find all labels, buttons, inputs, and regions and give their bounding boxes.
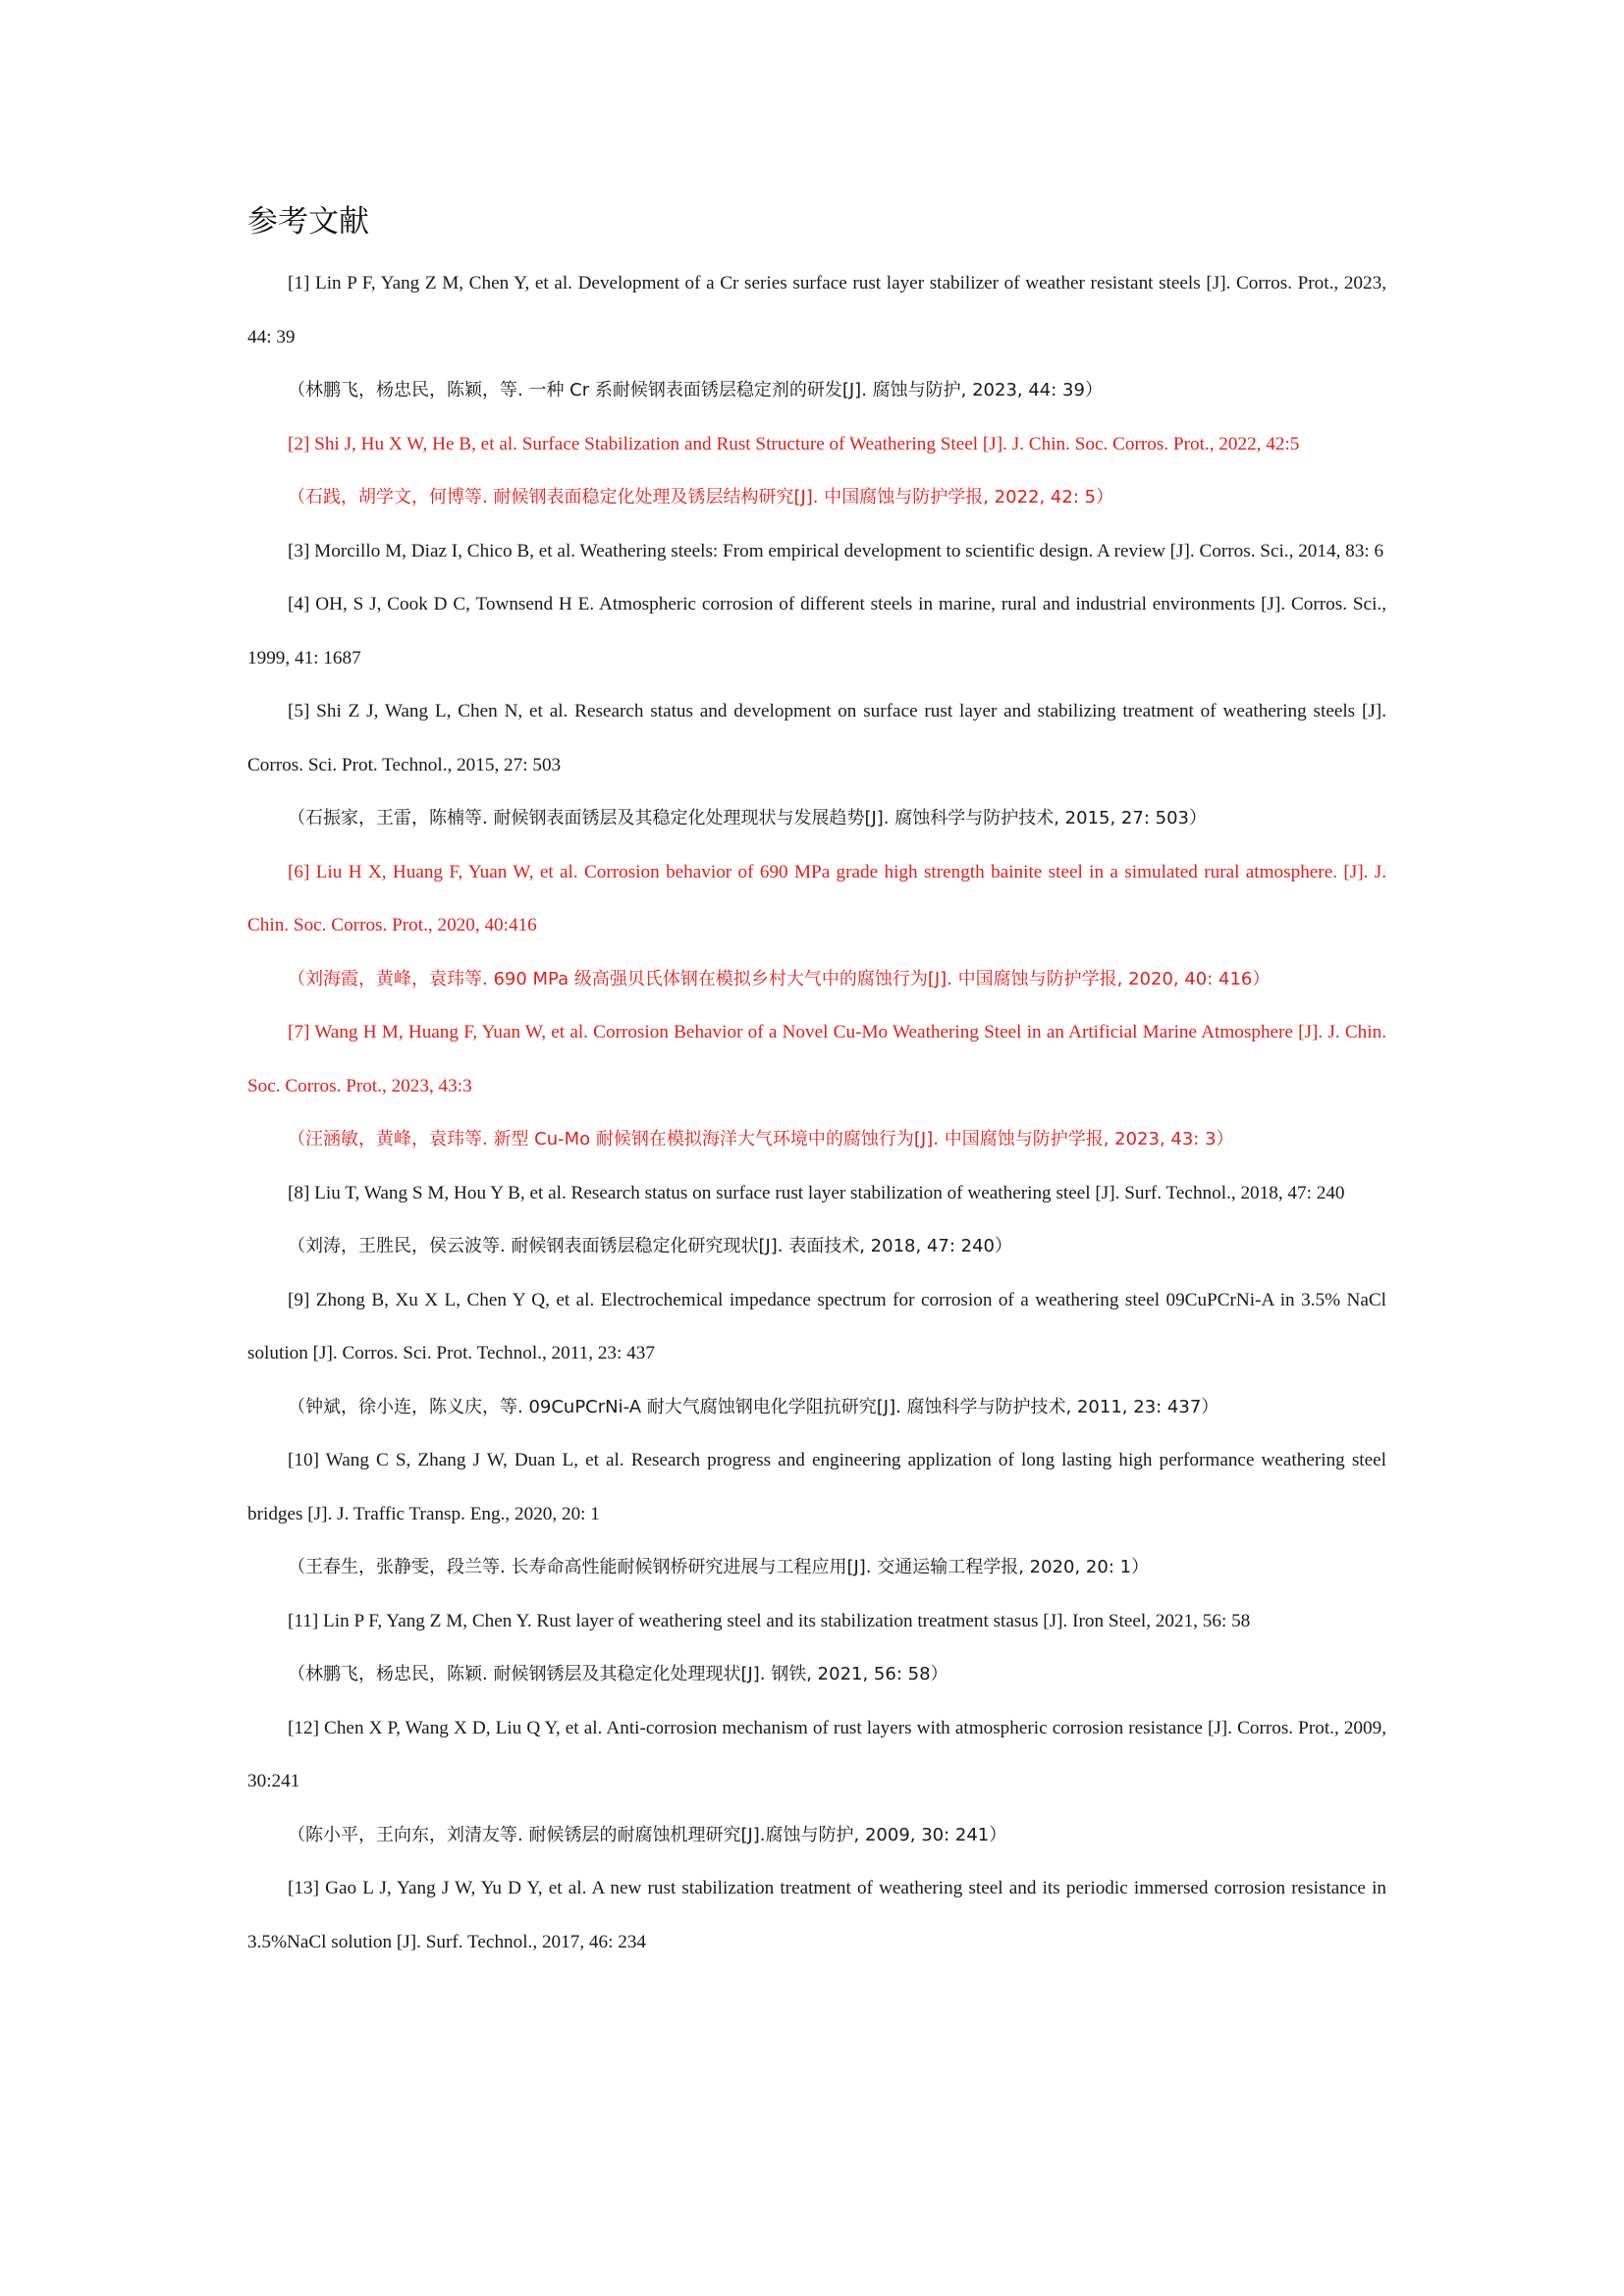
reference-item <box>247 846 1386 1007</box>
reference-chinese: （林鹏飞，杨忠民，陈颖. 耐候钢锈层及其稳定化处理现状[J]. 钢铁, 2021, 56: 58） <box>288 1664 948 1684</box>
reference-item <box>247 257 1386 418</box>
reference-item <box>247 1702 1386 1863</box>
reference-english: [1] Lin P F, Yang Z M, Chen Y, et al. Development of a Cr series surface rust layer stabilizer of weather resistant steels [J]. Corros. Prot., 2023, 44: 39 <box>247 273 1386 347</box>
reference-english: [7] Wang H M, Huang F, Yuan W, et al. Corrosion Behavior of a Novel Cu-Mo Weathering Steel in an Artificial Marine Atmosphere [J]. J. Chin. Soc. Corros. Prot., 2023, 43:3 <box>247 1022 1386 1096</box>
reference-item <box>247 685 1386 846</box>
reference-english: [9] Zhong B, Xu X L, Chen Y Q, et al. Electrochemical impedance spectrum for corrosion of a weathering steel 09CuPCrNi-A in 3.5% NaCl solution [J]. Corros. Sci. Prot. Technol., 2011, 23: 437 <box>247 1289 1386 1363</box>
reference-english: [5] Shi Z J, Wang L, Chen N, et al. Research status and development on surface rust layer and stabilizing treatment of weathering steels [J]. Corros. Sci. Prot. Technol., 2015, 27: 503 <box>247 701 1386 775</box>
reference-chinese: （石振家，王雷，陈楠等. 耐候钢表面锈层及其稳定化处理现状与发展趋势[J]. 腐蚀科学与防护技术, 2015, 27: 503） <box>288 808 1207 828</box>
reference-item <box>247 418 1386 525</box>
reference-item <box>247 525 1386 579</box>
reference-chinese: （王春生，张静雯，段兰等. 长寿命高性能耐候钢桥研究进展与工程应用[J]. 交通运输工程学报, 2020, 20: 1） <box>288 1557 1150 1577</box>
reference-english: [10] Wang C S, Zhang J W, Duan L, et al. Research progress and engineering applization of long lasting high performance weathering steel bridges [J]. J. Traffic Transp. Eng., 2020, 20: 1 <box>247 1450 1386 1524</box>
reference-english: [4] OH, S J, Cook D C, Townsend H E. Atmospheric corrosion of different steels in marine, rural and industrial environments [J]. Corros. Sci., 1999, 41: 1687 <box>247 594 1386 668</box>
reference-chinese: （钟斌，徐小连，陈义庆，等. 09CuPCrNi-A 耐大气腐蚀钢电化学阻抗研究[J]. 腐蚀科学与防护技术, 2011, 23: 437） <box>288 1396 1219 1417</box>
reference-english: [11] Lin P F, Yang Z M, Chen Y. Rust layer of weathering steel and its stabilization treatment stasus [J]. Iron Steel, 2021, 56: 58 <box>288 1610 1251 1631</box>
reference-chinese: （林鹏飞，杨忠民，陈颖，等. 一种 Cr 系耐候钢表面锈层稳定剂的研发[J]. 腐蚀与防护, 2023, 44: 39） <box>288 380 1103 400</box>
reference-chinese: （石践，胡学文，何博等. 耐候钢表面稳定化处理及锈层结构研究[J]. 中国腐蚀与防护学报, 2022, 42: 5） <box>288 487 1114 507</box>
reference-item <box>247 578 1386 685</box>
reference-item <box>247 1434 1386 1595</box>
reference-english: [13] Gao L J, Yang J W, Yu D Y, et al. A new rust stabilization treatment of weathering steel and its periodic immersed corrosion resistance in 3.5%NaCl solution [J]. Surf. Technol., 2017, 46: 234 <box>247 1878 1386 1952</box>
reference-item <box>247 1006 1386 1167</box>
reference-english: [3] Morcillo M, Diaz I, Chico B, et al. Weathering steels: From empirical development to scientific design. A review [J]. Corros. Sci., 2014, 83: 6 <box>288 540 1384 561</box>
reference-english: [12] Chen X P, Wang X D, Liu Q Y, et al. Anti-corrosion mechanism of rust layers with atmospheric corrosion resistance [J]. Corros. Prot., 2009, 30:241 <box>247 1717 1386 1791</box>
reference-chinese: （刘涛，王胜民，侯云波等. 耐候钢表面锈层稳定化研究现状[J]. 表面技术, 2018, 47: 240） <box>288 1236 1012 1256</box>
reference-item <box>247 1167 1386 1274</box>
section-heading: 参考文献 <box>247 204 369 240</box>
reference-chinese: （汪涵敏，黄峰，袁玮等. 新型 Cu-Mo 耐候钢在模拟海洋大气环境中的腐蚀行为[J]. 中国腐蚀与防护学报, 2023, 43: 3） <box>288 1129 1234 1149</box>
reference-english: [8] Liu T, Wang S M, Hou Y B, et al. Research status on surface rust layer stabilization of weathering steel [J]. Surf. Technol., 2018, 47: 240 <box>288 1182 1345 1203</box>
reference-chinese: （陈小平，王向东，刘清友等. 耐候锈层的耐腐蚀机理研究[J].腐蚀与防护, 2009, 30: 241） <box>288 1824 1007 1845</box>
reference-english: [6] Liu H X, Huang F, Yuan W, et al. Corrosion behavior of 690 MPa grade high strength bainite steel in a simulated rural atmosphere. [J]. J. Chin. Soc. Corros. Prot., 2020, 40:416 <box>247 861 1386 935</box>
reference-item <box>247 1274 1386 1435</box>
reference-item <box>247 1595 1386 1702</box>
reference-list <box>247 257 1386 1969</box>
reference-item <box>247 1862 1386 1969</box>
reference-chinese: （刘海霞，黄峰，袁玮等. 690 MPa 级高强贝氏体钢在模拟乡村大气中的腐蚀行为[J]. 中国腐蚀与防护学报, 2020, 40: 416） <box>288 968 1271 989</box>
reference-english: [2] Shi J, Hu X W, He B, et al. Surface Stabilization and Rust Structure of Weathering Steel [J]. J. Chin. Soc. Corros. Prot., 2022, 42:5 <box>288 433 1300 454</box>
